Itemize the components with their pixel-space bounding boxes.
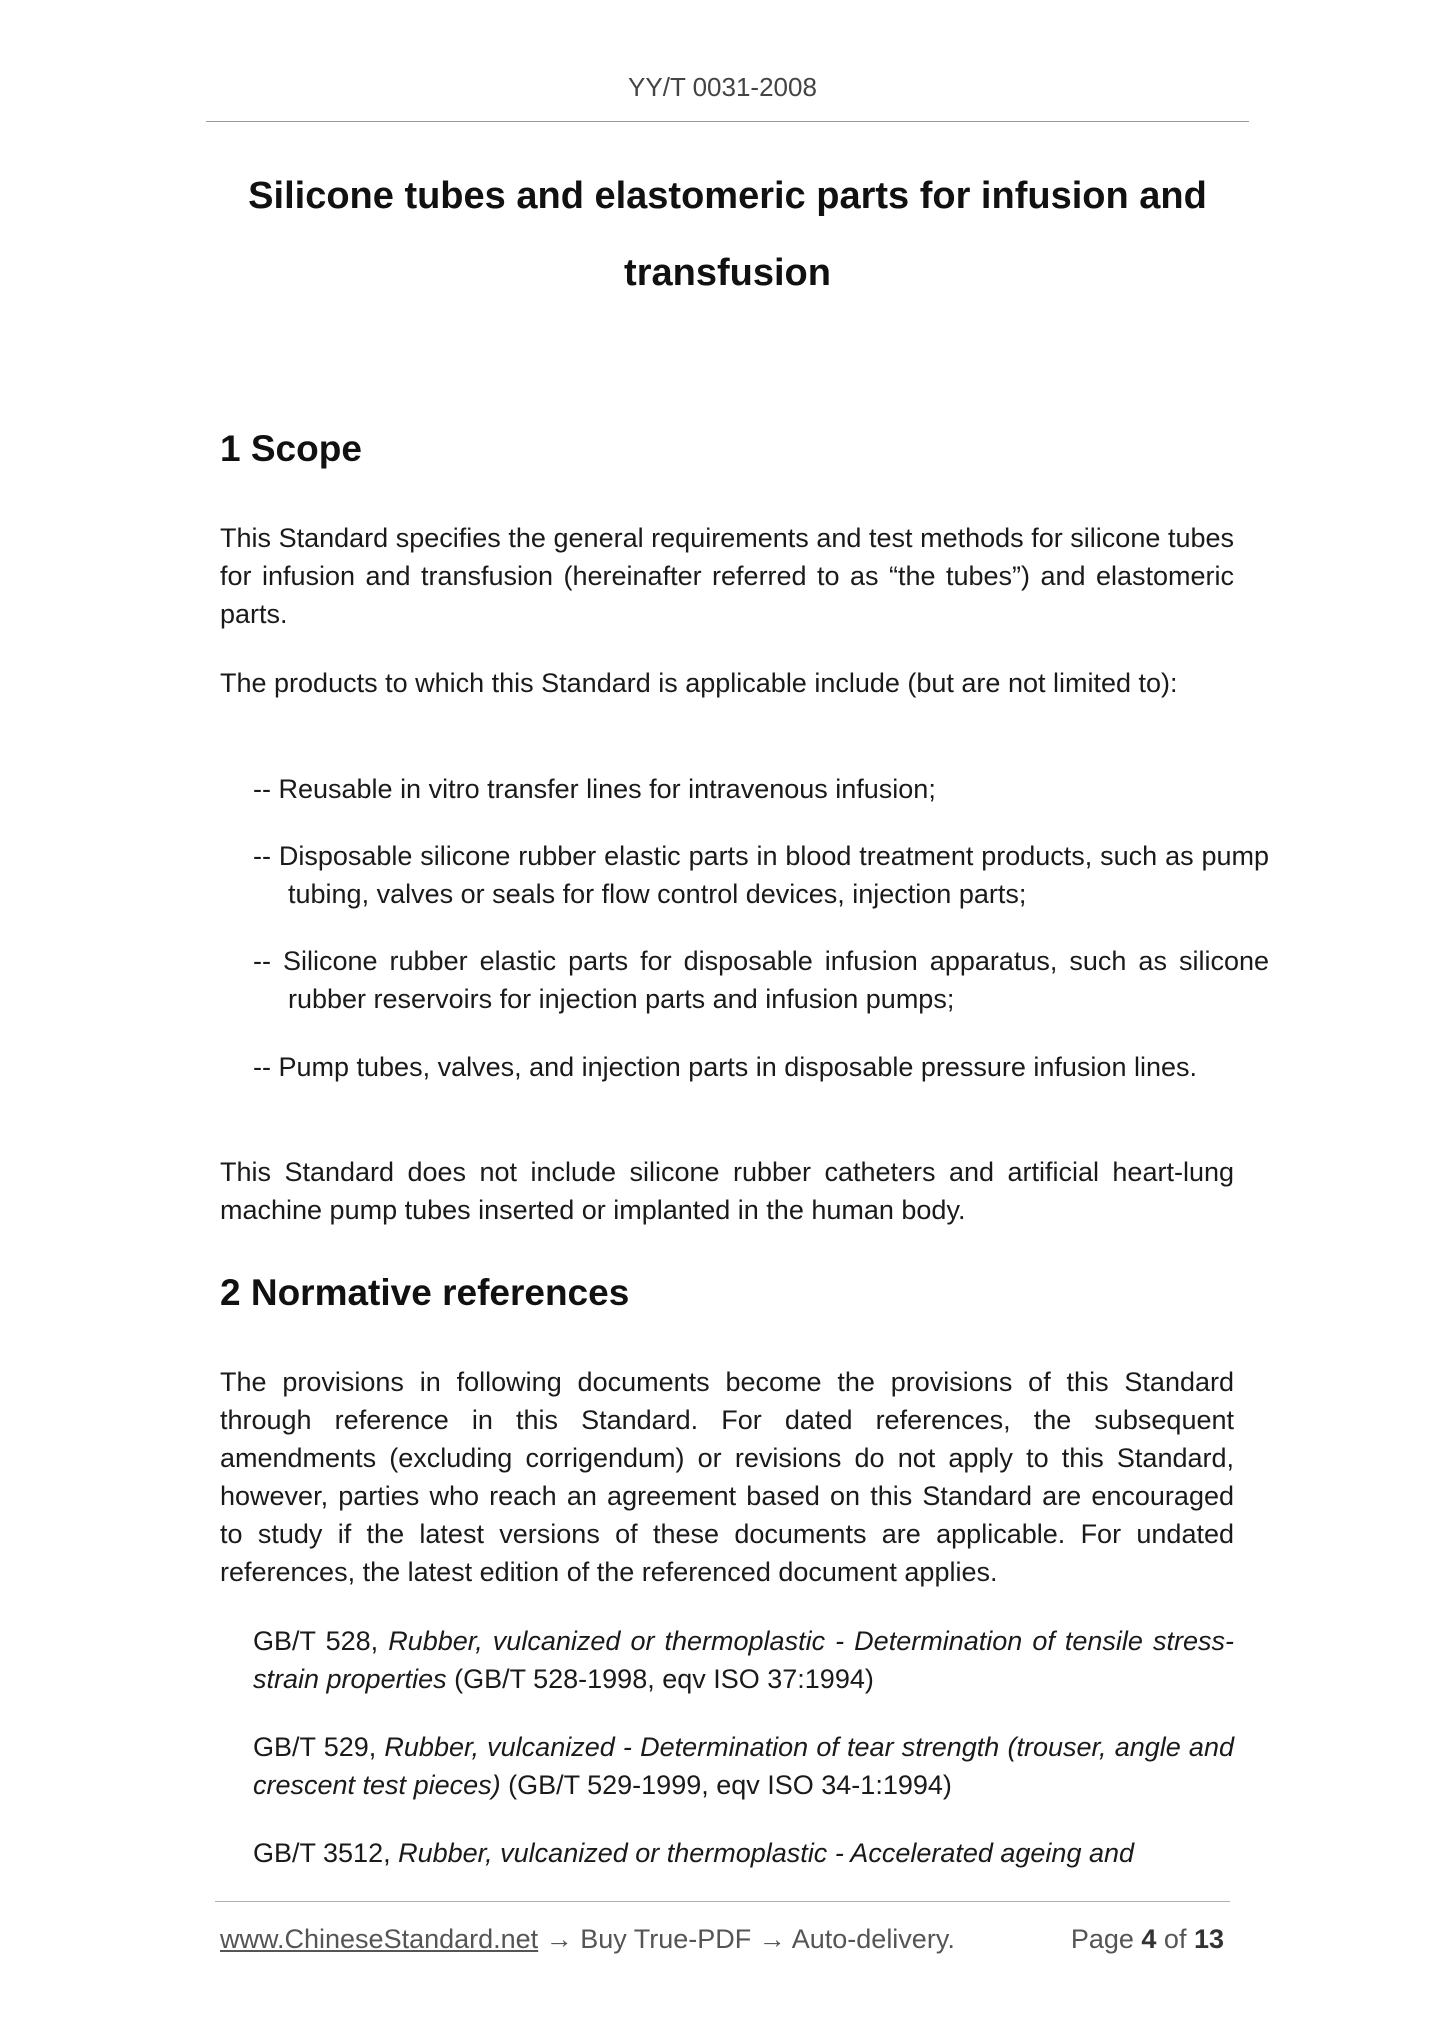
scope-paragraph-3: This Standard does not include silicone rubber catheters and artificial heart-lung machine pump tubes inserted or implanted in the human body. — [220, 1157, 1234, 1225]
reference-code: GB/T 529, — [253, 1732, 385, 1762]
reference-entry — [253, 1622, 1234, 1698]
reference-note: (GB/T 528-1998, eqv ISO 37:1994) — [446, 1664, 874, 1694]
footer-divider — [215, 1901, 1230, 1902]
scope-paragraph-1: This Standard specifies the general requirements and test methods for silicone tubes for infusion and transfusion (hereinafter referred to as “the tubes”) and elastomeric parts. — [220, 523, 1234, 629]
scope-list-item: -- Pump tubes, valves, and injection parts in disposable pressure infusion lines. — [253, 1052, 1197, 1082]
scope-list-item: -- Disposable silicone rubber elastic parts in blood treatment products, such as pump tubing, valves or seals for flow control devices, injection parts; — [253, 841, 1269, 909]
page-indicator — [1071, 1924, 1224, 1955]
reference-code: GB/T 3512, — [253, 1838, 399, 1868]
scope-list-item: -- Silicone rubber elastic parts for disposable infusion apparatus, such as silicone rubber reservoirs for injection parts and infusion pumps; — [253, 946, 1269, 1014]
header-doc-code: YY/T 0031-2008 — [628, 72, 817, 102]
title-line-2: transfusion — [624, 252, 831, 294]
reference-note: (GB/T 529-1999, eqv ISO 34-1:1994) — [500, 1770, 952, 1800]
title-line-1: Silicone tubes and elastomeric parts for infusion and — [248, 175, 1207, 217]
reference-title: Rubber, vulcanized or thermoplastic - Accelerated ageing and — [398, 1838, 1135, 1868]
section-1-heading: 1 Scope — [220, 428, 362, 469]
page-number: 4 — [1141, 1924, 1157, 1954]
reference-title: Rubber, vulcanized - Determination of tear strength (trouser, angle and crescent test pieces) — [253, 1732, 1234, 1800]
reference-entry — [253, 1834, 1234, 1872]
section-2-heading: 2 Normative references — [220, 1272, 630, 1313]
reference-code: GB/T 528, — [253, 1626, 389, 1656]
scope-list-item: -- Reusable in vitro transfer lines for intravenous infusion; — [253, 774, 936, 804]
references-intro-paragraph: The provisions in following documents become the provisions of this Standard through reference in this Standard. For dated references, the subsequent amendments (excluding corrigendum) or revisions do not apply to this Standard, however, parties who reach an agreement based on this Standard are encouraged to study if the latest versions of these documents are applicable. For undated references, the latest edition of the referenced document applies. — [220, 1367, 1234, 1587]
of-label: of — [1156, 1924, 1194, 1954]
document-title — [206, 158, 1249, 312]
reference-title: Rubber, vulcanized or thermoplastic - Determination of tensile stress-strain properties — [253, 1626, 1234, 1694]
footer — [220, 1924, 1234, 1955]
header-divider — [206, 121, 1249, 122]
scope-paragraph-2: The products to which this Standard is applicable include (but are not limited to): — [220, 668, 1178, 698]
site-link[interactable]: www.ChineseStandard.net — [220, 1924, 539, 1954]
page-total: 13 — [1193, 1924, 1224, 1954]
footer-tagline: → Buy True-PDF → Auto-delivery. — [538, 1924, 955, 1954]
reference-entry — [253, 1728, 1234, 1804]
page-label: Page — [1070, 1924, 1142, 1954]
